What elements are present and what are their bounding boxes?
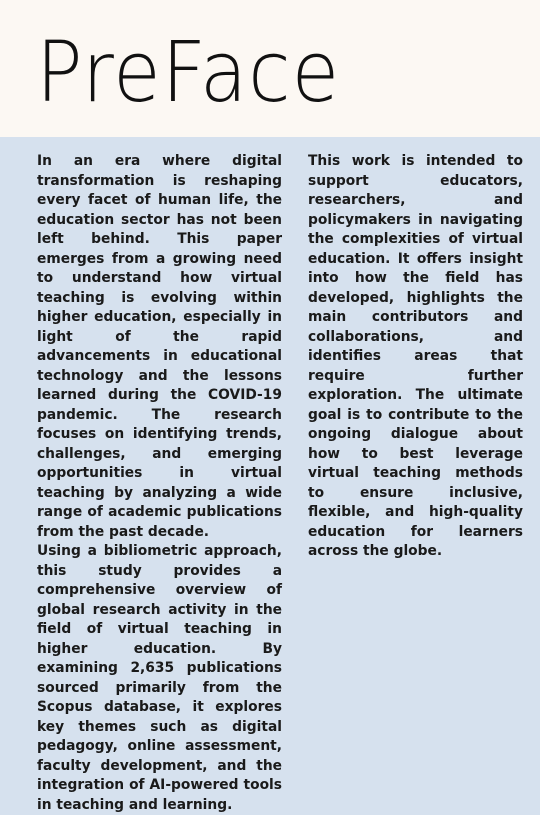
- page-title: PreFace: [36, 23, 341, 121]
- header-band: [0, 0, 540, 137]
- left-column: [37, 152, 282, 815]
- left-paragraph-1: In an era where digital transformation is reshaping every facet of human life, the education sector has not been left behind. This paper emerges from a growing need to understand how virtual teaching is evolving within higher education, especially in light of the rapid advancements in educational technology and the lessons learned during the COVID-19 pandemic. The research focuses on identifying trends, challenges, and emerging opportunities in virtual teaching by analyzing a wide range of academic publications from the past decade.: [37, 153, 282, 540]
- right-paragraph-1: This work is intended to support educators, researchers, and policymakers in navigating the complexities of virtual education. It offers insight into how the field has developed, highlights the main contributors and collaborations, and identifies areas that require further exploration. The ultimate goal is to contribute to the ongoing dialogue about how to best leverage virtual teaching methods to ensure inclusive, flexible, and high-quality education for learners across the globe.: [308, 153, 523, 559]
- right-column: [308, 152, 523, 815]
- body-text: [37, 152, 523, 815]
- left-paragraph-2: Using a bibliometric approach, this study provides a comprehensive overview of global research activity in the field of virtual teaching in higher education. By examining 2,635 publications sourced primarily from the Scopus database, it explores key themes such as digital pedagogy, online assessment, faculty development, and the integration of AI-powered tools in teaching and learning.: [37, 543, 282, 813]
